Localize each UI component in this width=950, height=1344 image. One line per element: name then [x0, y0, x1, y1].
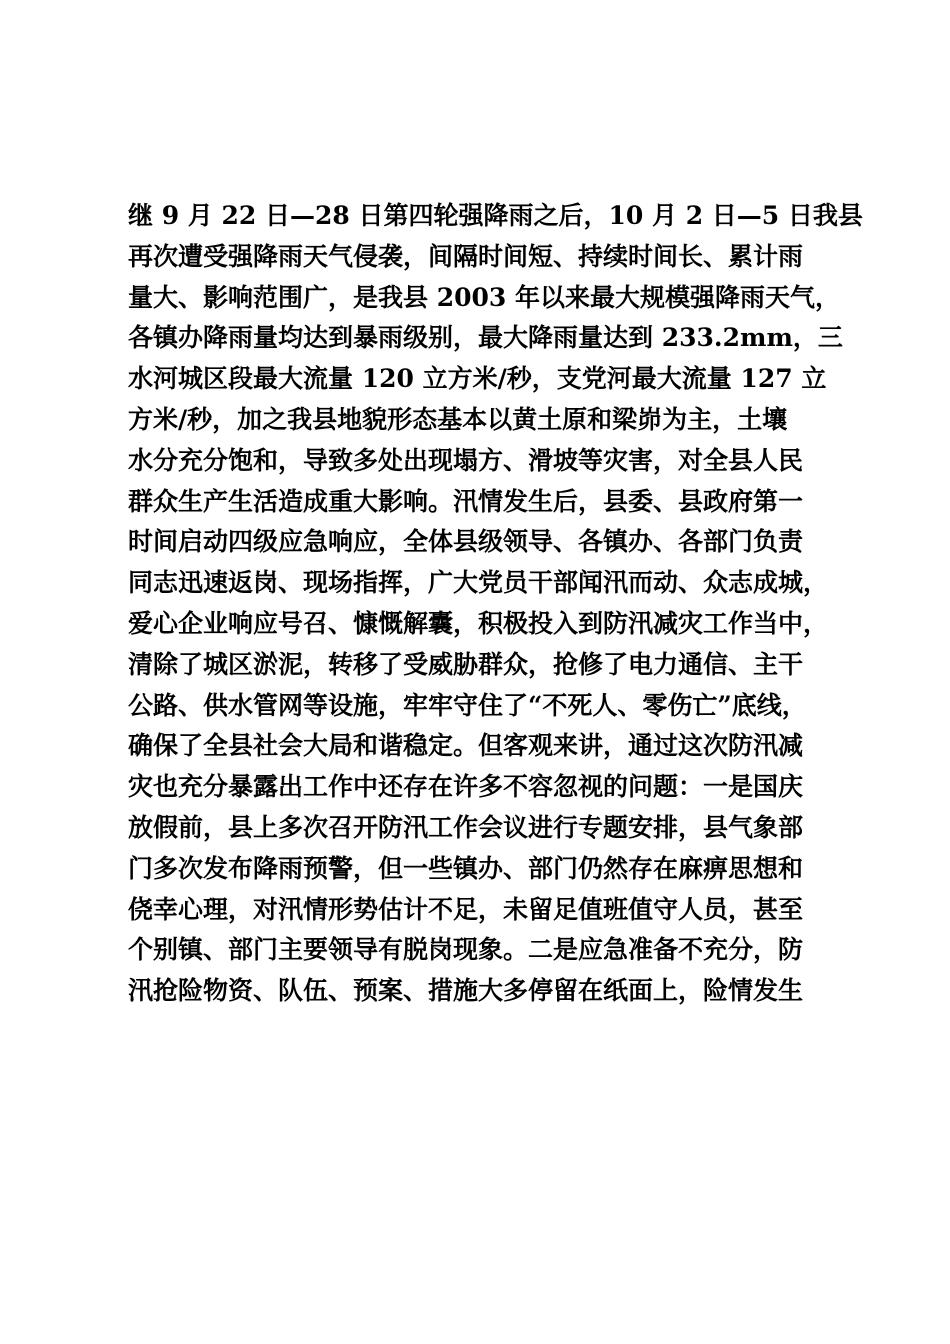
text-line: 继 9 月 22 日—28 日第四轮强降雨之后，10 月 2 日—5 日我县: [128, 201, 863, 230]
text-line: 时间启动四级应急响应，全体县级领导、各镇办、各部门负责: [128, 527, 804, 557]
text-line: 汛抢险物资、队伍、预案、措施大多停留在纸面上，险情发生: [128, 976, 804, 1006]
text-line: 爱心企业响应号召、慷慨解囊，积极投入到防汛减灾工作当中，: [128, 608, 829, 638]
text-line: 门多次发布降雨预警，但一些镇办、部门仍然存在麻痹思想和: [128, 853, 804, 883]
text-line: 确保了全县社会大局和谐稳定。但客观来讲，通过这次防汛减: [128, 731, 804, 761]
text-line: 方米/秒，加之我县地貌形态基本以黄土原和梁峁为主，土壤: [128, 404, 788, 434]
text-line: 个别镇、部门主要领导有脱岗现象。二是应急准备不充分，防: [128, 935, 804, 965]
text-line: 清除了城区淤泥，转移了受威胁群众，抢修了电力通信、主干: [128, 649, 804, 679]
text-line: 群众生产生活造成重大影响。汛情发生后，县委、县政府第一: [128, 486, 804, 516]
text-line: 灾也充分暴露出工作中还存在许多不容忽视的问题：一是国庆: [128, 772, 804, 802]
text-line: 各镇办降雨量均达到暴雨级别，最大降雨量达到 233.2mm，三: [128, 323, 843, 353]
text-line: 同志迅速返岗、现场指挥，广大党员干部闻汛而动、众志成城，: [128, 568, 829, 598]
text-line: 侥幸心理，对汛情形势估计不足，未留足值班值守人员，甚至: [128, 894, 804, 924]
text-line: 水河城区段最大流量 120 立方米/秒，支党河最大流量 127 立: [128, 364, 827, 394]
body-paragraph: [128, 196, 863, 1012]
text-line: 放假前，县上多次召开防汛工作会议进行专题安排，县气象部: [128, 812, 804, 842]
text-line: 量大、影响范围广，是我县 2003 年以来最大规模强降雨天气，: [128, 282, 840, 312]
text-line: 水分充分饱和，导致多处出现塌方、滑坡等灾害，对全县人民: [128, 445, 804, 475]
text-line: 再次遭受强降雨天气侵袭，间隔时间短、持续时间长、累计雨: [128, 241, 804, 271]
text-line: 公路、供水管网等设施，牢牢守住了“不死人、零伤亡”底线，: [128, 690, 807, 720]
